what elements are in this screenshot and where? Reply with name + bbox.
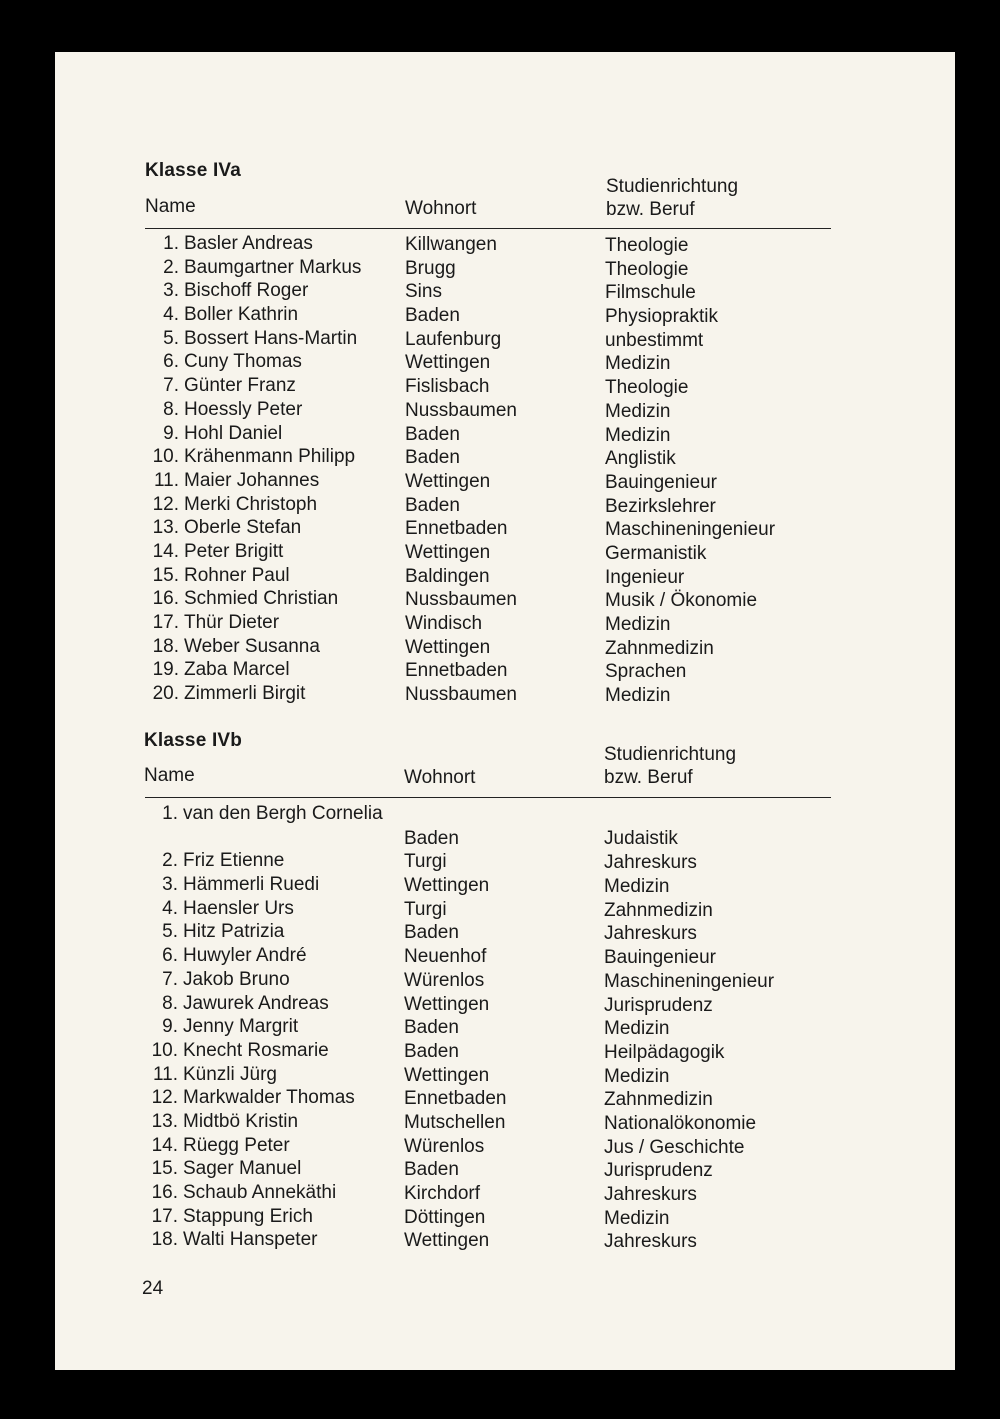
residence: Wettingen — [405, 636, 491, 658]
field-of-study: Jahreskurs — [604, 1184, 697, 1206]
table-row — [144, 1063, 830, 1087]
row-number: 11. — [152, 1063, 178, 1085]
student-name: Peter Brigitt — [184, 540, 284, 562]
row-number: 12. — [151, 1087, 178, 1109]
student-name: Bossert Hans-Martin — [184, 327, 358, 349]
table-row — [145, 422, 831, 446]
residence: Neuenhof — [404, 946, 487, 968]
table-row — [144, 1134, 830, 1158]
column-header-name: Name — [145, 196, 196, 217]
field-of-study: Jurisprudenz — [604, 1160, 713, 1182]
field-of-study: Bauingenieur — [605, 471, 717, 493]
residence: Baden — [404, 1159, 459, 1181]
residence: Ennetbaden — [405, 660, 508, 682]
student-name: Zimmerli Birgit — [184, 683, 306, 705]
class-table-ivb — [144, 802, 830, 1252]
row-number: 3. — [162, 874, 178, 896]
row-number: 12. — [152, 493, 179, 515]
residence: Ennetbaden — [405, 518, 508, 540]
field-of-study: Bezirkslehrer — [605, 495, 716, 517]
row-number: 13. — [151, 1110, 178, 1132]
field-of-study: Jus / Geschichte — [604, 1136, 745, 1158]
residence: Baden — [404, 1040, 459, 1062]
table-row — [144, 1157, 830, 1181]
field-of-study: unbestimmt — [605, 329, 704, 351]
column-header-place: Wohnort — [404, 767, 476, 788]
field-of-study: Zahnmedizin — [604, 899, 713, 921]
residence: Wettingen — [404, 993, 490, 1015]
student-name: Schaub Annekäthi — [183, 1182, 337, 1204]
residence: Brugg — [405, 257, 456, 279]
row-number: 5. — [162, 921, 178, 943]
column-header-study-line2: bzw. Beruf — [604, 767, 693, 788]
row-number: 1. — [162, 803, 178, 824]
student-name: Jenny Margrit — [183, 1016, 299, 1038]
student-name: Günter Franz — [184, 375, 296, 397]
table-row — [145, 327, 831, 351]
row-number: 16. — [152, 588, 179, 610]
field-of-study: Zahnmedizin — [605, 637, 714, 659]
field-of-study: Medizin — [605, 685, 671, 707]
table-row — [144, 992, 830, 1016]
row-number: 15. — [151, 1158, 178, 1180]
table-row — [145, 611, 831, 635]
field-of-study: Medizin — [605, 614, 671, 635]
header-rule — [145, 797, 831, 798]
row-number: 11. — [153, 469, 179, 491]
student-name: Hohl Daniel — [184, 422, 283, 444]
row-number: 8. — [162, 992, 178, 1014]
residence: Mutschellen — [404, 1111, 506, 1133]
residence: Würenlos — [404, 969, 485, 991]
field-of-study: Medizin — [605, 400, 671, 422]
table-row — [144, 1110, 830, 1134]
table-row — [145, 303, 831, 327]
student-name: Jakob Bruno — [183, 968, 290, 990]
row-number: 14. — [151, 1134, 178, 1156]
residence: Würenlos — [404, 1135, 485, 1157]
field-of-study: Theologie — [605, 377, 689, 399]
table-row — [145, 564, 831, 588]
residence: Wettingen — [405, 352, 491, 374]
table-row — [144, 1039, 830, 1063]
row-number: 2. — [163, 256, 179, 278]
student-name: Schmied Christian — [184, 588, 339, 610]
row-number: 7. — [162, 968, 178, 990]
row-number: 2. — [162, 850, 178, 872]
student-name: Baumgartner Markus — [184, 256, 362, 278]
residence: Baden — [405, 423, 460, 445]
field-of-study: Heilpädagogik — [604, 1041, 725, 1063]
residence: Nussbaumen — [405, 589, 517, 611]
field-of-study: Theologie — [605, 235, 689, 256]
field-of-study: Jahreskurs — [604, 1231, 697, 1253]
field-of-study: Medizin — [604, 1018, 670, 1040]
row-number: 7. — [163, 375, 179, 397]
class-table-iva — [145, 232, 831, 706]
row-number: 10. — [151, 1039, 178, 1061]
field-of-study: Zahnmedizin — [604, 1089, 713, 1111]
section-title: Klasse IVb — [144, 730, 243, 751]
table-row — [144, 1205, 830, 1229]
residence: Nussbaumen — [405, 684, 517, 706]
row-number: 17. — [152, 612, 179, 633]
table-row — [144, 873, 830, 897]
field-of-study: Jahreskurs — [604, 852, 697, 874]
table-row — [145, 493, 831, 517]
student-name: Hoessly Peter — [184, 398, 303, 420]
residence: Turgi — [404, 898, 447, 920]
table-row — [145, 682, 831, 706]
student-name: Jawurek Andreas — [183, 992, 329, 1014]
row-number: 14. — [152, 540, 179, 562]
residence: Kirchdorf — [404, 1183, 481, 1205]
field-of-study: Jahreskurs — [604, 923, 697, 945]
table-row — [145, 256, 831, 280]
student-name: Weber Susanna — [184, 635, 320, 657]
table-row — [144, 1181, 830, 1205]
field-of-study: Medizin — [604, 1207, 670, 1229]
row-number: 9. — [162, 1016, 178, 1038]
row-number: 6. — [163, 351, 179, 373]
table-row — [144, 897, 830, 921]
field-of-study: Maschineningenieur — [605, 519, 776, 541]
document-page — [55, 52, 955, 1370]
student-name: Midtbö Kristin — [183, 1110, 299, 1132]
table-row — [145, 635, 831, 659]
table-row — [144, 849, 830, 873]
field-of-study: Anglistik — [605, 448, 676, 470]
residence: Fislisbach — [405, 376, 490, 398]
residence: Baden — [405, 447, 460, 469]
row-number: 18. — [152, 635, 179, 657]
field-of-study: Maschineningenieur — [604, 970, 775, 992]
column-header-study-line1: Studienrichtung — [604, 744, 737, 765]
column-header-place: Wohnort — [405, 198, 477, 219]
student-name: Zaba Marcel — [184, 659, 290, 681]
student-name: Markwalder Thomas — [183, 1087, 355, 1109]
residence: Ennetbaden — [404, 1088, 507, 1110]
student-name: Rohner Paul — [184, 564, 290, 586]
table-row — [144, 920, 830, 944]
residence: Wettingen — [404, 1230, 490, 1252]
table-row — [145, 516, 831, 540]
field-of-study: Nationalökonomie — [604, 1112, 757, 1134]
table-row — [144, 802, 830, 849]
residence: Turgi — [404, 851, 447, 873]
table-row — [145, 469, 831, 493]
field-of-study: Medizin — [605, 424, 671, 446]
row-number: 4. — [163, 304, 179, 326]
student-name: Haensler Urs — [183, 897, 294, 919]
student-name: Thür Dieter — [184, 612, 280, 633]
residence: Windisch — [405, 613, 483, 634]
field-of-study: Jurisprudenz — [604, 994, 713, 1016]
row-number: 17. — [151, 1205, 178, 1227]
residence: Killwangen — [405, 234, 497, 255]
table-row — [145, 279, 831, 303]
table-row — [145, 374, 831, 398]
section-title: Klasse IVa — [145, 160, 242, 181]
row-number: 5. — [163, 327, 179, 349]
student-name: Oberle Stefan — [184, 517, 302, 539]
student-name: Huwyler André — [183, 945, 307, 967]
student-name: Rüegg Peter — [183, 1134, 290, 1156]
table-row — [144, 944, 830, 968]
row-number: 16. — [151, 1182, 178, 1204]
row-number: 8. — [163, 398, 179, 420]
field-of-study: Medizin — [605, 353, 671, 375]
row-number: 1. — [163, 233, 179, 254]
page-number: 24 — [142, 1278, 164, 1299]
field-of-study: Sprachen — [605, 661, 687, 683]
field-of-study: Physiopraktik — [605, 306, 718, 328]
student-name: Maier Johannes — [184, 469, 320, 491]
student-name: Walti Hanspeter — [183, 1229, 318, 1251]
student-name: Knecht Rosmarie — [183, 1039, 329, 1061]
residence: Wettingen — [404, 875, 490, 897]
field-of-study: Bauingenieur — [604, 947, 716, 969]
student-name: Stappung Erich — [183, 1205, 313, 1227]
table-row — [145, 587, 831, 611]
residence: Sins — [405, 281, 442, 303]
table-row — [145, 350, 831, 374]
table-row — [145, 658, 831, 682]
table-row — [145, 540, 831, 564]
student-name: Friz Etienne — [183, 850, 285, 872]
student-name: Boller Kathrin — [184, 304, 299, 326]
table-row — [144, 1228, 830, 1252]
field-of-study: Germanistik — [605, 542, 707, 564]
student-name: Hitz Patrizia — [183, 921, 285, 943]
table-row — [145, 232, 831, 256]
student-name: Basler Andreas — [184, 233, 313, 254]
table-row — [144, 1086, 830, 1110]
field-of-study: Medizin — [604, 1065, 670, 1087]
residence: Baden — [404, 828, 459, 849]
row-number: 18. — [151, 1229, 178, 1251]
student-name: Bischoff Roger — [184, 280, 309, 302]
field-of-study: Musik / Ökonomie — [605, 590, 758, 612]
student-name: Künzli Jürg — [183, 1063, 277, 1085]
field-of-study: Judaistik — [604, 828, 678, 849]
residence: Nussbaumen — [405, 399, 517, 421]
header-rule — [145, 228, 831, 229]
column-header-name: Name — [144, 765, 195, 786]
row-number: 3. — [163, 280, 179, 302]
field-of-study: Ingenieur — [605, 566, 685, 588]
field-of-study: Theologie — [605, 258, 689, 280]
residence: Baden — [404, 1017, 459, 1039]
row-number: 13. — [152, 517, 179, 539]
row-number: 15. — [152, 564, 179, 586]
student-name: Cuny Thomas — [184, 351, 302, 373]
student-name: Sager Manuel — [183, 1158, 302, 1180]
residence: Wettingen — [404, 1064, 490, 1086]
row-number: 9. — [163, 422, 179, 444]
residence: Wettingen — [405, 541, 491, 563]
residence: Laufenburg — [405, 328, 502, 350]
student-name: van den Bergh Cornelia — [183, 803, 383, 824]
column-header-study-line1: Studienrichtung — [606, 176, 739, 197]
table-row — [145, 445, 831, 469]
residence: Baldingen — [405, 565, 490, 587]
residence: Baden — [405, 494, 460, 516]
row-number: 19. — [152, 659, 179, 681]
student-name: Krähenmann Philipp — [184, 446, 356, 468]
residence: Wettingen — [405, 470, 491, 492]
table-row — [144, 1015, 830, 1039]
student-name: Merki Christoph — [184, 493, 318, 515]
field-of-study: Filmschule — [605, 282, 696, 304]
column-header-study-line2: bzw. Beruf — [606, 199, 695, 220]
table-row — [145, 398, 831, 422]
field-of-study: Medizin — [604, 876, 670, 898]
row-number: 10. — [152, 446, 179, 468]
row-number: 4. — [162, 897, 178, 919]
residence: Baden — [405, 305, 460, 327]
residence: Döttingen — [404, 1206, 486, 1228]
table-row — [144, 968, 830, 992]
row-number: 6. — [162, 945, 178, 967]
row-number: 20. — [152, 683, 179, 705]
student-name: Hämmerli Ruedi — [183, 874, 320, 896]
residence: Baden — [404, 922, 459, 944]
